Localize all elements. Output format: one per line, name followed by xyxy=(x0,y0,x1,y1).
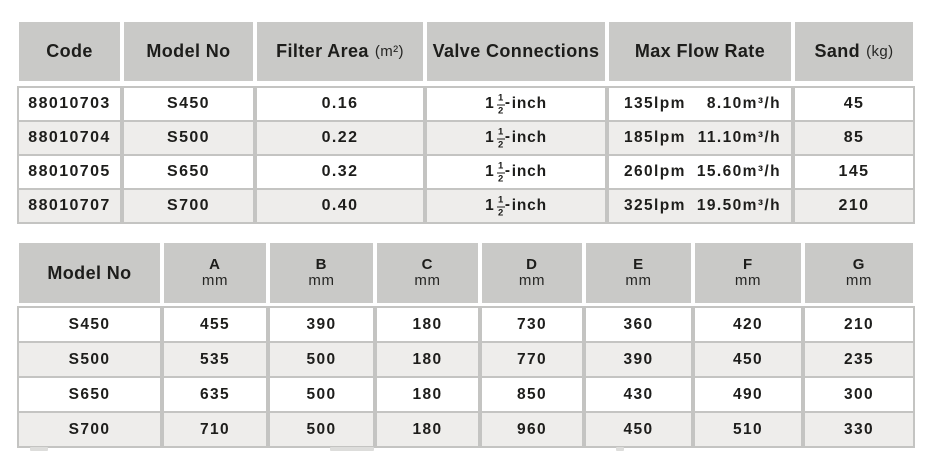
flow-lpm-value: 260lpm xyxy=(624,163,686,180)
valve-separator: - xyxy=(504,196,511,213)
flow-m3h-value: 19.50m³/h xyxy=(696,197,781,214)
code-cell: 88010705 xyxy=(19,156,120,188)
header-sand-label: Sand xyxy=(814,41,861,62)
model-cell: S450 xyxy=(124,88,253,120)
flow-lpm-value: 325lpm xyxy=(624,197,686,214)
valve-connection-cell xyxy=(427,122,605,154)
tables-wrap xyxy=(19,22,913,446)
dim-header-label: C xyxy=(421,255,434,273)
dimension-value-cell: 235 xyxy=(805,343,913,376)
valve-fraction-numerator: 1 xyxy=(498,92,504,104)
table-row xyxy=(19,378,913,411)
model-cell: S650 xyxy=(124,156,253,188)
filter-area-cell: 0.32 xyxy=(257,156,423,188)
header-max-flow-rate xyxy=(609,22,791,81)
sand-cell: 145 xyxy=(795,156,913,188)
valve-whole-number: 1 xyxy=(485,95,495,112)
dim-header-label: Model No xyxy=(47,262,132,283)
dimension-value-cell: 450 xyxy=(695,343,801,376)
dimension-value-cell: 450 xyxy=(586,413,691,446)
dimension-value-cell: 180 xyxy=(377,308,478,341)
header-filter-area-unit: (m²) xyxy=(374,42,404,60)
filter-spec-body xyxy=(19,88,913,222)
sand-cell: 85 xyxy=(795,122,913,154)
filter-spec-header-row xyxy=(19,22,913,81)
valve-unit: inch xyxy=(511,197,547,214)
valve-fraction xyxy=(497,196,505,218)
dim-header-label: A xyxy=(209,255,221,273)
dimension-value-cell: 850 xyxy=(482,378,582,411)
valve-fraction-denominator: 2 xyxy=(498,173,504,184)
header-valve-connections-label: Valve Connections xyxy=(432,41,600,62)
dimensions-table xyxy=(19,243,913,446)
header-dim-f xyxy=(695,243,801,303)
dimension-value-cell: 490 xyxy=(695,378,801,411)
dimension-value-cell: 710 xyxy=(164,413,266,446)
dim-header-unit: mm xyxy=(845,272,873,290)
table-row xyxy=(19,156,913,188)
dim-header-unit: mm xyxy=(308,272,335,290)
valve-fraction xyxy=(497,162,505,184)
valve-unit: inch xyxy=(511,163,547,180)
dimension-value-cell: 430 xyxy=(586,378,691,411)
dimension-value-cell: 770 xyxy=(482,343,582,376)
filter-area-cell: 0.40 xyxy=(257,190,423,222)
dimension-value-cell: 180 xyxy=(377,343,478,376)
model-cell: S500 xyxy=(124,122,253,154)
dimensions-header-row xyxy=(19,243,913,303)
dimension-value-cell: 390 xyxy=(586,343,691,376)
dimension-value-cell: 500 xyxy=(270,343,373,376)
header-dim-b xyxy=(270,243,373,303)
code-cell: 88010707 xyxy=(19,190,120,222)
valve-connection-cell xyxy=(427,156,605,188)
model-cell: S500 xyxy=(19,343,160,376)
max-flow-rate-cell xyxy=(609,190,791,222)
header-valve-connections xyxy=(427,22,605,81)
max-flow-rate-cell xyxy=(609,122,791,154)
dim-header-unit: mm xyxy=(518,272,546,290)
dimension-value-cell: 455 xyxy=(164,308,266,341)
header-code xyxy=(19,22,120,81)
dimensions-body xyxy=(19,308,913,446)
cropped-text-artifact xyxy=(616,447,624,451)
dim-header-unit: mm xyxy=(201,272,229,290)
dim-header-label: F xyxy=(743,255,753,273)
code-cell: 88010704 xyxy=(19,122,120,154)
valve-fraction xyxy=(497,94,505,116)
table-row xyxy=(19,190,913,222)
sand-cell: 45 xyxy=(795,88,913,120)
valve-fraction-numerator: 1 xyxy=(498,126,504,138)
dimension-value-cell: 535 xyxy=(164,343,266,376)
flow-lpm-value: 185lpm xyxy=(624,129,686,146)
dimension-value-cell: 210 xyxy=(805,308,913,341)
dimension-value-cell: 390 xyxy=(270,308,373,341)
cropped-text-artifact xyxy=(30,447,48,451)
dim-header-label: G xyxy=(852,255,866,273)
header-dim-a xyxy=(164,243,266,303)
flow-m3h-value: 8.10m³/h xyxy=(706,95,781,112)
cropped-text-artifact xyxy=(330,447,374,451)
dimension-value-cell: 330 xyxy=(805,413,913,446)
valve-fraction-denominator: 2 xyxy=(498,105,504,116)
header-dim-e xyxy=(586,243,691,303)
valve-fraction-denominator: 2 xyxy=(498,139,504,150)
header-dim-d xyxy=(482,243,582,303)
valve-fraction xyxy=(497,128,505,150)
header-filter-area-label: Filter Area xyxy=(276,41,369,62)
filter-area-cell: 0.22 xyxy=(257,122,423,154)
header-model-no xyxy=(19,243,160,303)
dimension-value-cell: 360 xyxy=(586,308,691,341)
valve-whole-number: 1 xyxy=(485,163,495,180)
dimension-value-cell: 500 xyxy=(270,413,373,446)
dimension-value-cell: 420 xyxy=(695,308,801,341)
dimension-value-cell: 960 xyxy=(482,413,582,446)
code-cell: 88010703 xyxy=(19,88,120,120)
model-cell: S700 xyxy=(19,413,160,446)
dim-header-label: B xyxy=(315,255,328,273)
flow-lpm-value: 135lpm xyxy=(624,95,686,112)
header-dim-c xyxy=(377,243,478,303)
dimension-value-cell: 510 xyxy=(695,413,801,446)
table-row xyxy=(19,343,913,376)
model-cell: S650 xyxy=(19,378,160,411)
valve-separator: - xyxy=(504,162,511,179)
dim-header-unit: mm xyxy=(734,272,762,290)
sand-cell: 210 xyxy=(795,190,913,222)
valve-connection-cell xyxy=(427,190,605,222)
table-row xyxy=(19,122,913,154)
table-row xyxy=(19,88,913,120)
table-row xyxy=(19,308,913,341)
valve-fraction-denominator: 2 xyxy=(498,207,504,218)
header-sand xyxy=(795,22,913,81)
header-model-no-label: Model No xyxy=(146,41,231,62)
dimension-value-cell: 180 xyxy=(377,413,478,446)
dimension-value-cell: 730 xyxy=(482,308,582,341)
header-code-label: Code xyxy=(46,41,93,62)
max-flow-rate-cell xyxy=(609,156,791,188)
valve-unit: inch xyxy=(511,129,547,146)
valve-fraction-numerator: 1 xyxy=(498,194,504,206)
valve-separator: - xyxy=(504,94,511,111)
dim-header-label: E xyxy=(633,255,644,273)
valve-fraction-numerator: 1 xyxy=(498,160,504,172)
header-dim-g xyxy=(805,243,913,303)
dimension-value-cell: 635 xyxy=(164,378,266,411)
dimension-value-cell: 180 xyxy=(377,378,478,411)
filter-spec-table xyxy=(19,22,913,222)
flow-m3h-value: 11.10m³/h xyxy=(697,129,781,146)
valve-whole-number: 1 xyxy=(485,129,495,146)
filter-area-cell: 0.16 xyxy=(257,88,423,120)
dimension-value-cell: 300 xyxy=(805,378,913,411)
table-row xyxy=(19,413,913,446)
dim-header-unit: mm xyxy=(414,272,441,290)
header-model-no xyxy=(124,22,253,81)
header-max-flow-rate-label: Max Flow Rate xyxy=(634,41,766,62)
valve-connection-cell xyxy=(427,88,605,120)
dimension-value-cell: 500 xyxy=(270,378,373,411)
valve-separator: - xyxy=(504,128,511,145)
header-filter-area xyxy=(257,22,423,81)
model-cell: S450 xyxy=(19,308,160,341)
valve-unit: inch xyxy=(511,95,547,112)
dim-header-unit: mm xyxy=(625,272,652,290)
flow-m3h-value: 15.60m³/h xyxy=(696,163,781,180)
model-cell: S700 xyxy=(124,190,253,222)
max-flow-rate-cell xyxy=(609,88,791,120)
header-sand-unit: (kg) xyxy=(866,42,894,60)
dim-header-label: D xyxy=(526,255,538,273)
valve-whole-number: 1 xyxy=(485,197,495,214)
